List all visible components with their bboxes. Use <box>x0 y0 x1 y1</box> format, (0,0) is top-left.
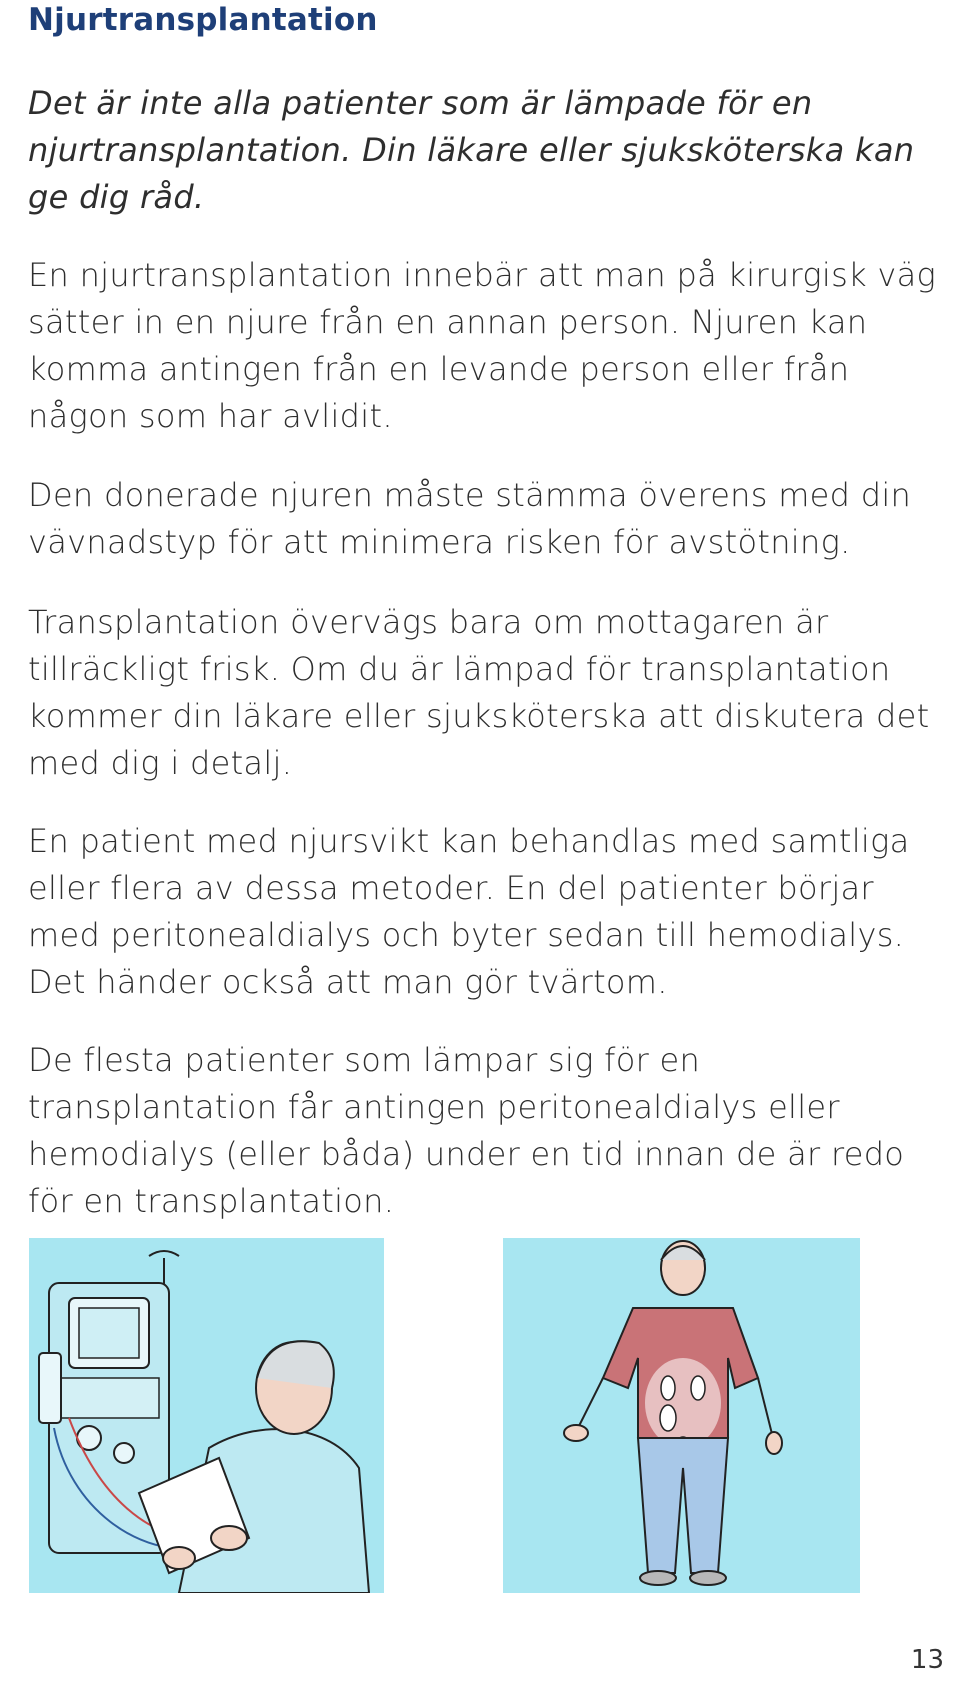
transplant-drawing <box>503 1238 860 1593</box>
paragraph-transplant-definition: En njurtransplantation innebär att man på kirurgisk väg sätter in en njure från en annan person. Njuren kan komma antingen från en levande person eller från någon som har avlidit. <box>28 256 937 435</box>
page-title: Njurtransplantation <box>28 2 378 38</box>
paragraph-intro: Det är inte alla patienter som är lämpade för en njurtransplantation. Din läkare eller sjuksköterska kan ge dig råd. <box>28 84 915 216</box>
paragraph-treatment-methods: En patient med njursvikt kan behandlas med samtliga eller flera av dessa metoder. En del patienter börjar med peritonealdialys och byter sedan till hemodialys. Det händer också att man gör tvärtom. <box>28 822 910 1001</box>
page-number: 13 <box>910 1645 944 1675</box>
hemodialysis-illustration <box>29 1238 384 1593</box>
hemodialysis-drawing <box>29 1238 384 1593</box>
paragraph-recipient-health: Transplantation övervägs bara om mottagaren är tillräckligt frisk. Om du är lämpad för transplantation kommer din läkare eller sjuksköterska att diskutera det med dig i detalj. <box>28 603 930 782</box>
transplant-illustration <box>503 1238 860 1593</box>
paragraph-tissue-type: Den donerade njuren måste stämma överens med din vävnadstyp för att minimera risken för avstötning. <box>28 476 912 561</box>
paragraph-before-transplant: De flesta patienter som lämpar sig för en transplantation får antingen peritonealdialys eller hemodialys (eller båda) under en tid innan de är redo för en transplantation. <box>28 1041 905 1220</box>
